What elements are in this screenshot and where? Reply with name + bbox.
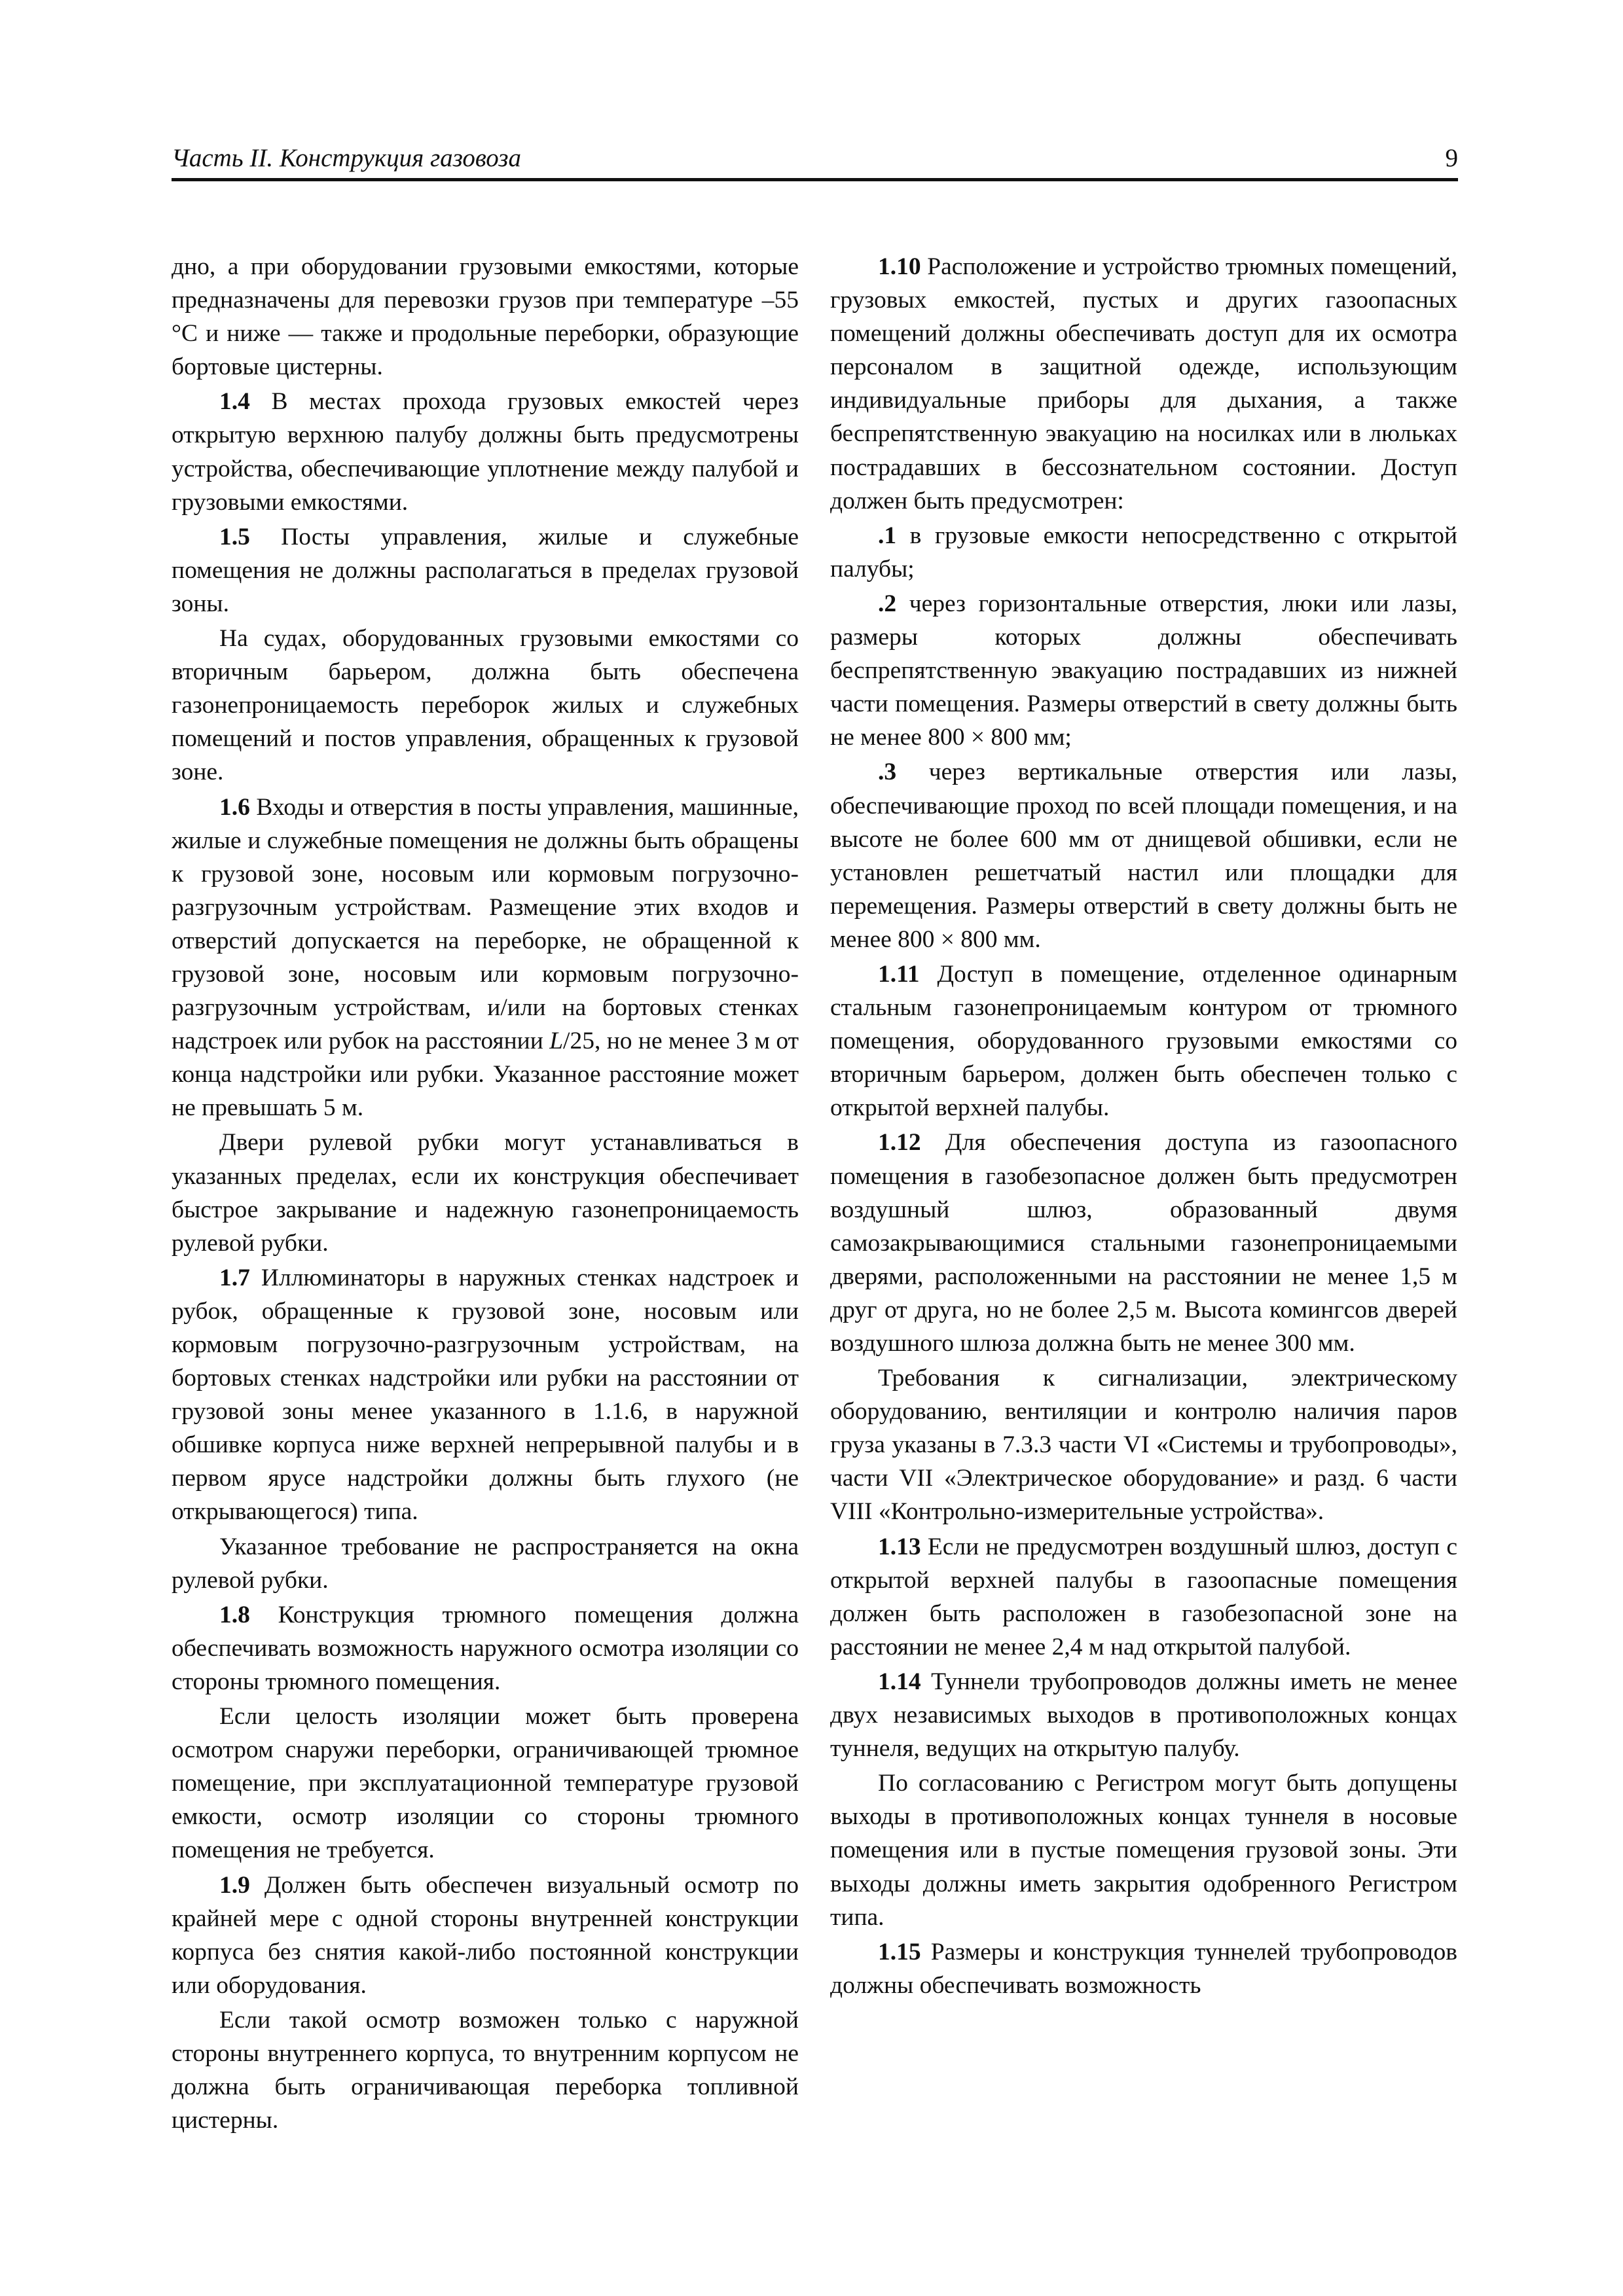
section-number: 1.6 (219, 793, 250, 821)
paragraph (830, 1767, 1457, 1933)
section-number: 1.14 (878, 1668, 921, 1695)
section-number: 1.11 (878, 960, 920, 988)
paragraph (830, 958, 1457, 1124)
paragraph-text: в грузовые емкости непосредственно с открытой палубы; (830, 522, 1457, 583)
left-column (172, 250, 799, 2137)
section-number: .1 (878, 522, 897, 549)
running-header (172, 137, 1458, 181)
paragraph-text: Доступ в помещение, отделенное одинарным стальным газонепроницаемым контуром от трюмного помещения, оборудованного грузовыми емкостями со вторичным барьером, должен быть обеспечен только с открытой верхней палубы. (830, 960, 1457, 1122)
paragraph-text: Если не предусмотрен воздушный шлюз, доступ с открытой верхней палубы в газоопасные помещения должен быть расположен в газобезопасной зоне на расстоянии не менее 2,4 м над открытой палубой. (830, 1533, 1457, 1660)
section-number: 1.12 (878, 1129, 921, 1157)
paragraph-text: Иллюминаторы в наружных стенках надстроек и рубок, обращенные к грузовой зоне, носовым или кормовым погрузочно-разгрузочным устройствам, на бортовых стенках надстройки или рубки на расстоянии от грузовой зоны менее указанного в 1.1.6, в наружной обшивке корпуса ниже верхней непрерывной палубы и в первом ярусе надстройки должны быть глухого (не открывающегося) типа. (172, 1264, 799, 1526)
paragraph-text: Двери рулевой рубки могут устанавливаться в указанных пределах, если их конструкция обеспечивает быстрое закрывание и надежную газонепроницаемость рулевой рубки. (172, 1129, 799, 1257)
paragraph-text-tail: /25, но не менее 3 м от конца надстройки или рубки. Указанное расстояние может не превышать 5 м. (172, 1028, 799, 1122)
paragraph-text: Входы и отверстия в посты управления, машинные, жилые и служебные помещения не должны быть обращены к грузовой зоне, носовым или кормовым погрузочно-разгрузочным устройствам. Размещение этих входов и отверстий допускается на переборке, не обращенной к грузовой зоне, носовым или кормовым погрузочно-разгрузочным устройствам, и/или на бортовых стенках надстроек или рубок на расстоянии (172, 793, 799, 1055)
paragraph-text: дно, а при оборудовании грузовыми емкостями, которые предназначены для перевозки грузов при температуре –55 °С и ниже — также и продольные переборки, образующие бортовые цистерны. (172, 253, 799, 381)
paragraph (172, 385, 799, 518)
paragraph-text: Должен быть обеспечен визуальный осмотр по крайней мере с одной стороны внутренней конструкции корпуса без снятия какой-либо постоянной конструкции или оборудования. (172, 1871, 799, 1999)
paragraph-text: В местах прохода грузовых емкостей через открытую верхнюю палубу должны быть предусмотрены устройства, обеспечивающие уплотнение между палубой и грузовыми емкостями. (172, 388, 799, 516)
paragraph (172, 520, 799, 620)
section-number: 1.4 (219, 388, 250, 416)
paragraph (172, 1598, 799, 1698)
paragraph-text: Указанное требование не распространяется на окна рулевой рубки. (172, 1533, 799, 1594)
paragraph-text: По согласованию с Регистром могут быть допущены выходы в противоположных концах туннеля в носовые помещения или в пустые помещения грузовой зоны. Эти выходы должны иметь закрытия одобренного Регистром типа. (830, 1770, 1457, 1931)
right-column (830, 250, 1457, 2002)
paragraph (172, 1869, 799, 2002)
paragraph (172, 1700, 799, 1867)
section-number: 1.13 (878, 1533, 921, 1560)
section-number: 1.15 (878, 1938, 921, 1965)
paragraph-text: Для обеспечения доступа из газоопасного помещения в газобезопасное должен быть предусмотрен воздушный шлюз, образованный двумя самозакрывающимися стальными газонепроницаемыми дверями, расположенными на расстоянии не менее 1,5 м друг от друга, но не более 2,5 м. Высота комингсов дверей воздушного шлюза должна быть не менее 300 мм. (830, 1129, 1457, 1357)
paragraph (172, 250, 799, 384)
paragraph (172, 791, 799, 1125)
paragraph-text: Требования к сигнализации, электрическому оборудованию, вентиляции и контролю наличия паров груза указаны в 7.3.3 части VI «Системы и трубопроводы», части VII «Электрическое оборудование» и разд. 6 части VIII «Контрольно-измерительные устройства». (830, 1365, 1457, 1526)
paragraph-text: через вертикальные отверстия или лазы, обеспечивающие проход по всей площади помещения, и на высоте не более 600 мм от днищевой обшивки, если не установлен решетчатый настил или площадки для перемещения. Размеры отверстий в свету должны быть не менее 800 × 800 мм. (830, 759, 1457, 953)
paragraph (830, 755, 1457, 956)
paragraph-text: Посты управления, жилые и служебные помещения не должны располагаться в пределах грузовой зоны. (172, 523, 799, 617)
paragraph-text: Если целость изоляции может быть проверена осмотром снаружи переборки, ограничивающей трюмное помещение, при эксплуатационной температуре грузовой емкости, осмотр изоляции со стороны трюмного помещения не требуется. (172, 1703, 799, 1864)
paragraph (172, 1261, 799, 1529)
italic-symbol: L (549, 1028, 564, 1055)
header-title: Часть II. Конструкция газовоза (172, 144, 522, 172)
paragraph (830, 1361, 1457, 1528)
paragraph (172, 1530, 799, 1597)
paragraph-text: через горизонтальные отверстия, люки или лазы, размеры которых должны обеспечивать беспрепятственную эвакуацию пострадавших из нижней части помещения. Размеры отверстий в свету должны быть не менее 800 × 800 мм; (830, 590, 1457, 751)
paragraph (830, 250, 1457, 518)
paragraph (830, 1665, 1457, 1765)
paragraph (172, 1126, 799, 1259)
page-number: 9 (1445, 144, 1458, 172)
paragraph (830, 1530, 1457, 1664)
paragraph (172, 2003, 799, 2137)
paragraph-text: На судах, оборудованных грузовыми емкостями со вторичным барьером, должна быть обеспечена газонепроницаемость переборок жилых и служебных помещений и постов управления, обращенных к грузовой зоне. (172, 625, 799, 786)
paragraph-text: Конструкция трюмного помещения должна обеспечивать возможность наружного осмотра изоляции со стороны трюмного помещения. (172, 1601, 799, 1695)
paragraph (830, 519, 1457, 586)
paragraph (830, 587, 1457, 754)
paragraph-text: Размеры и конструкция туннелей трубопроводов должны обеспечивать возможность (830, 1938, 1457, 1999)
paragraph-text: Туннели трубопроводов должны иметь не менее двух независимых выходов в противоположных концах туннеля, ведущих на открытую палубу. (830, 1668, 1457, 1763)
paragraph (830, 1126, 1457, 1360)
paragraph-text: Если такой осмотр возможен только с наружной стороны внутреннего корпуса, то внутренним корпусом не должна быть ограничивающая переборка топливной цистерны. (172, 2006, 799, 2134)
section-number: 1.8 (219, 1601, 250, 1628)
paragraph (830, 1935, 1457, 2002)
section-number: 1.9 (219, 1871, 250, 1899)
section-number: 1.10 (878, 253, 921, 280)
section-number: .2 (878, 590, 897, 617)
paragraph (172, 622, 799, 789)
section-number: 1.7 (219, 1264, 250, 1291)
paragraph-text: Расположение и устройство трюмных помещений, грузовых емкостей, пустых и других газоопасных помещений должны обеспечивать доступ для их осмотра персоналом в защитной одежде, использующим индивидуальные приборы для дыхания, а также беспрепятственную эвакуацию на носилках или в люльках пострадавших в бессознательном состоянии. Доступ должен быть предусмотрен: (830, 253, 1457, 514)
section-number: 1.5 (219, 523, 250, 550)
section-number: .3 (878, 759, 897, 786)
